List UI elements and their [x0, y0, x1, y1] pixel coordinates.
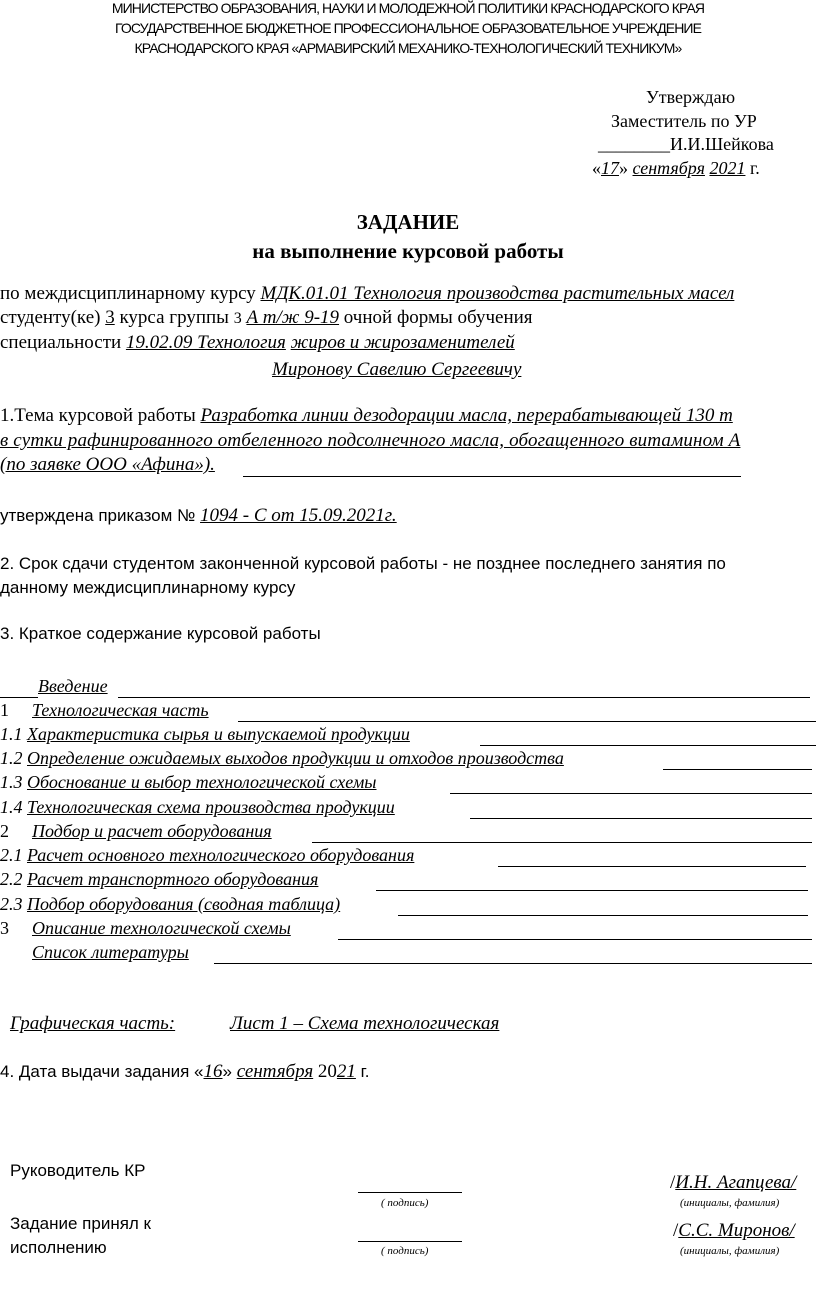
graphic-label: Графическая часть:: [10, 1013, 176, 1034]
accepted-label-2: исполнению: [10, 1238, 107, 1257]
topic-label: 1.Тема курсовой работы: [0, 405, 196, 426]
approval-year: 2021: [709, 158, 746, 178]
supervisor-label: Руководитель КР: [10, 1161, 146, 1180]
discipline-row: [0, 283, 734, 305]
student-form: очной формы обучения: [343, 307, 533, 328]
topic-line-3: (по заявке ООО «Афина»).: [0, 454, 215, 475]
page-title: ЗАДАНИЕ: [356, 210, 460, 234]
topic-underline: [243, 476, 741, 477]
list-item: 2: [0, 821, 9, 841]
list-item: 1.4 Технологическая схема производства продукции: [0, 797, 395, 817]
approval-name: И.И.Шейкова: [670, 134, 774, 154]
list-item: 1.3 Обоснование и выбор технологической схемы: [0, 772, 377, 792]
approval-position: Заместитель по УР: [611, 111, 757, 131]
student-group-prefix: 3: [233, 310, 242, 327]
approval-name-line: [598, 134, 774, 155]
list-item: 1: [0, 700, 9, 720]
list-item: 2.1 Расчет основного технологического оборудования: [0, 845, 415, 865]
accepted-label-1: Задание принял к: [10, 1214, 151, 1233]
student-sig-name: /С.С. Миронов/: [673, 1220, 795, 1241]
approval-blank: ________: [598, 134, 670, 154]
topic-row: [0, 405, 733, 427]
student-signature-line: [358, 1241, 462, 1242]
supervisor-signature-caption: ( подпись): [381, 1197, 429, 1209]
header-line-3: КРАСНОДАРСКОГО КРАЯ «АРМАВИРСКИЙ МЕХАНИКО-ТЕХНОЛОГИЧЕСКИЙ ТЕХНИКУМ»: [134, 40, 682, 56]
student-initials-caption: (инициалы, фамилия): [680, 1245, 780, 1257]
deadline-line-2: данному междисциплинарному курсу: [0, 578, 296, 597]
list-item: 2.3 Подбор оборудования (сводная таблица): [0, 894, 341, 914]
student-signature-caption: ( подпись): [381, 1245, 429, 1257]
list-item: 3: [0, 918, 9, 938]
page-subtitle: на выполнение курсовой работы: [252, 239, 564, 263]
approval-quote-open: «: [592, 158, 601, 178]
approval-approve: Утверждаю: [646, 87, 736, 107]
student-course: 3: [105, 307, 115, 328]
student-label: студенту(ке): [0, 307, 101, 328]
specialty-label: специальности: [0, 332, 122, 353]
student-row: [0, 307, 533, 329]
student-group: А т/ж 9-19: [246, 307, 340, 328]
topic-line-2: в сутки рафинированного отбеленного подсолнечного масла, обогащенного витамином А: [0, 430, 741, 451]
list-item-text: Описание технологической схемы: [32, 918, 291, 938]
approval-quote-close: »: [619, 158, 628, 178]
list-item: 2.2 Расчет транспортного оборудования: [0, 869, 319, 889]
order-number-sign: №: [177, 506, 196, 525]
specialty-code: 19.02.09 Технология: [125, 332, 286, 353]
list-item-text: Технологическая часть: [32, 700, 209, 720]
specialty-name: жиров и жирозаменителей: [290, 332, 515, 353]
list-item: Список литературы: [32, 942, 189, 962]
discipline-value: МДК.01.01 Технология производства растительных масел: [260, 283, 735, 304]
deadline-line-1: 2. Срок сдачи студентом законченной курсовой работы - не позднее последнего занятия по: [0, 554, 726, 573]
issue-date-suffix: г.: [360, 1062, 370, 1081]
issue-date-label: 4. Дата выдачи задания «: [0, 1062, 204, 1081]
supervisor-signature-line: [358, 1192, 462, 1193]
list-item: Введение: [38, 676, 108, 696]
supervisor-initials-caption: (инициалы, фамилия): [680, 1197, 780, 1209]
specialty-row: [0, 332, 515, 354]
issue-date-month: сентября: [236, 1061, 314, 1082]
issue-date-row: [0, 1061, 370, 1083]
header-line-2: ГОСУДАРСТВЕННОЕ БЮДЖЕТНОЕ ПРОФЕССИОНАЛЬНОЕ ОБРАЗОВАТЕЛЬНОЕ УЧРЕЖДЕНИЕ: [114, 20, 702, 36]
issue-date-year-it: 21: [336, 1061, 356, 1082]
approval-year-suffix: г.: [749, 158, 760, 178]
list-item-text: Подбор и расчет оборудования: [32, 821, 272, 841]
list-item: 1.2 Определение ожидаемых выходов продукции и отходов производства: [0, 748, 564, 768]
contents-heading: 3. Краткое содержание курсовой работы: [0, 624, 321, 643]
approval-month: сентября: [632, 158, 705, 178]
list-item: 1.1 Характеристика сырья и выпускаемой продукции: [0, 724, 410, 744]
topic-line-1: Разработка линии дезодорации масла, перерабатывающей 130 т: [200, 405, 733, 426]
header-line-1: МИНИСТЕРСТВО ОБРАЗОВАНИЯ, НАУКИ И МОЛОДЕЖНОЙ ПОЛИТИКИ КРАСНОДАРСКОГО КРАЯ: [111, 0, 705, 16]
student-course-label: курса группы: [119, 307, 229, 328]
issue-date-year-plain: 20: [317, 1061, 337, 1082]
approval-day: 17: [601, 158, 619, 178]
order-label: утверждена приказом: [0, 506, 173, 525]
student-full-name: Миронову Савелию Сергеевичу: [272, 359, 522, 380]
approval-date: [592, 158, 760, 179]
supervisor-name: /И.Н. Агапцева/: [670, 1172, 797, 1193]
order-value: 1094 - С от 15.09.2021г.: [200, 505, 397, 526]
issue-date-close-quote: »: [222, 1062, 232, 1081]
discipline-label: по междисциплинарному курсу: [0, 283, 256, 304]
graphic-value: Лист 1 – Схема технологическая: [230, 1013, 500, 1034]
issue-date-day: 16: [203, 1061, 223, 1082]
order-row: [0, 505, 397, 527]
